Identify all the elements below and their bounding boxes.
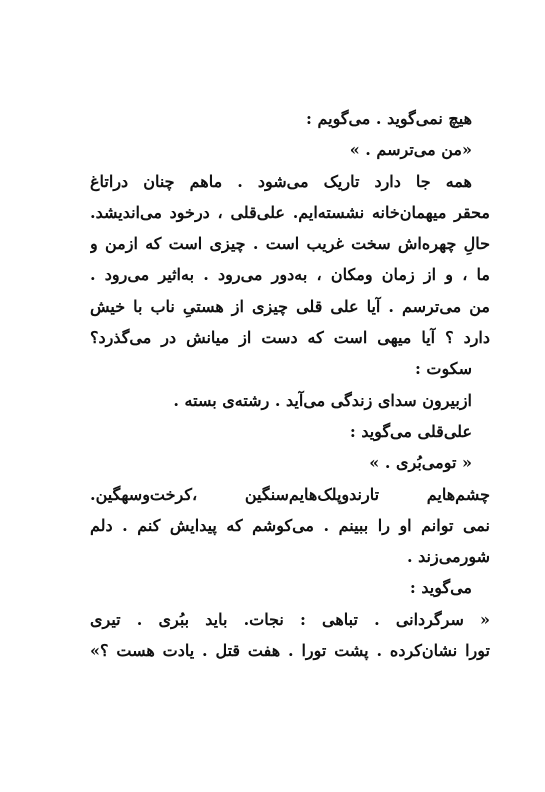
text-line-4: محقر میهمان‌خانه نشسته‌ایم. علی‌قلی ، درخود می‌اندیشد. <box>90 202 490 222</box>
text-line-3: همه جا دارد تاریک می‌شود . ماهم چنان دراتاغ <box>90 171 472 191</box>
text-line-17: « سرگردانی . تباهی : نجات. باید ببُری . تیری <box>90 609 490 629</box>
text-line-16: می‌گوید : <box>409 578 472 598</box>
text-line-2: «من می‌ترسم . » <box>349 140 472 160</box>
text-line-12: « تومی‌بُری . » <box>369 453 472 473</box>
text-line-11: علی‌قلی می‌گوید : <box>349 421 472 441</box>
text-line-18: تورا نشان‌کرده . پشت تورا . هفت قتل . یادت هست ؟» <box>90 641 490 661</box>
text-line-13: چشم‌هایم تارندوپلک‌هایم‌سنگین ،کرخت‌وسهگین. <box>90 484 490 504</box>
text-line-8: دارد ؟ آیا میهی است که دست از میانش در می‌گذرد؟ <box>90 328 490 348</box>
text-line-10: ازبیرون سدای زندگی می‌آید . رشته‌ی بسته . <box>173 390 472 410</box>
text-line-5: حالِ چهره‌اش سخت غریب است . چیزی است که ازمن و <box>90 234 490 254</box>
text-line-15: شورمی‌زند . <box>406 547 490 567</box>
text-line-9: سکوت : <box>414 359 472 379</box>
text-line-7: من می‌ترسم . آیا علی قلی چیزی از هستیِ ناب با خیش <box>90 296 490 316</box>
text-line-1: هیچ نمی‌گوید . می‌گویم : <box>305 109 472 128</box>
page-text <box>90 103 490 666</box>
text-line-6: ما ، و از زمان ومکان ، به‌دور می‌رود . به‌اثیر می‌رود . <box>90 265 490 285</box>
text-line-14: نمی توانم او را ببینم . می‌کوشم که پیدایش کنم . دلم <box>90 515 490 535</box>
